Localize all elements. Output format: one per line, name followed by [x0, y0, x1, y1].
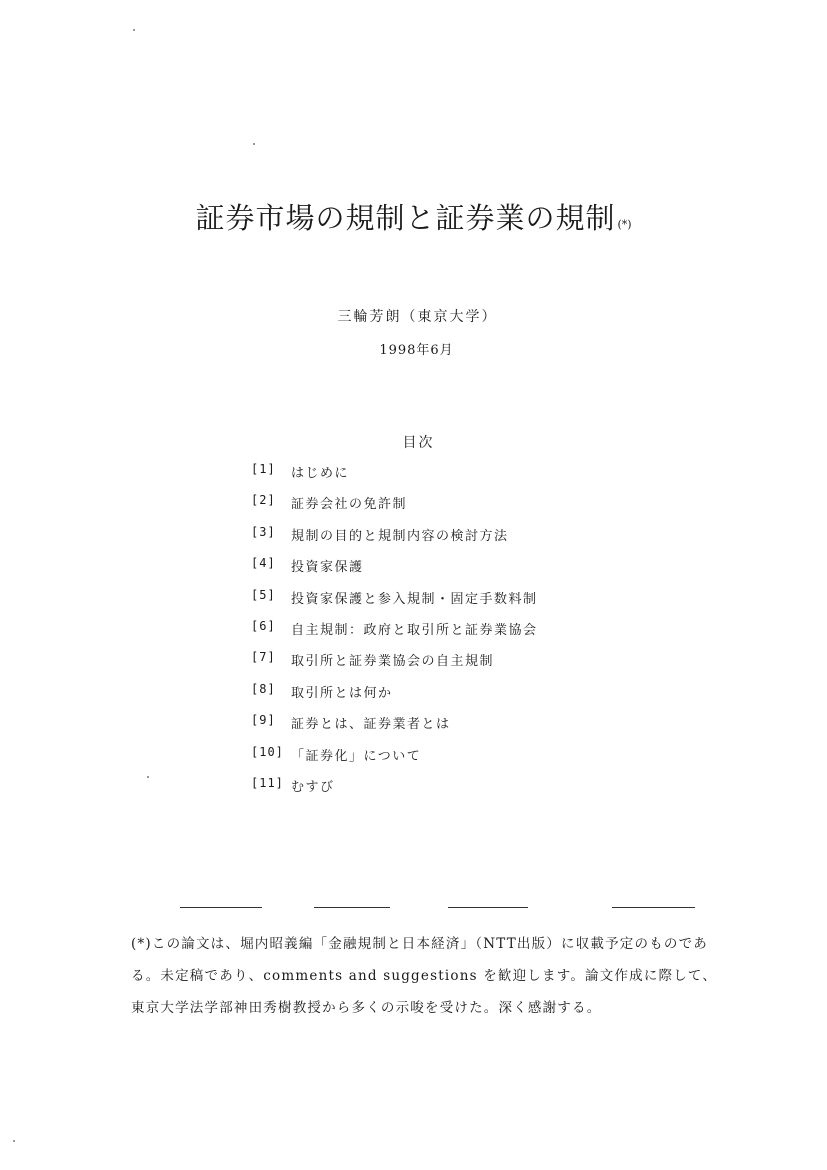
toc-item	[251, 650, 538, 681]
toc-item	[251, 588, 538, 619]
toc-item	[251, 462, 538, 493]
toc-item	[251, 493, 538, 524]
separator-segment	[448, 907, 528, 908]
separator-segment	[612, 907, 695, 908]
toc-item-title: 証券とは、証券業者とは	[291, 717, 451, 733]
toc-item-number: [11]	[251, 775, 284, 790]
title-text: 証券市場の規制と証券業の規制	[195, 201, 616, 235]
toc-item	[251, 713, 538, 744]
toc-item-number: [10]	[251, 744, 284, 759]
toc-item	[251, 556, 538, 587]
toc-item	[251, 525, 538, 556]
author-line: 三輪芳朗（東京大学）	[337, 309, 498, 325]
separator-segment	[314, 907, 390, 908]
toc-item-number: [9]	[251, 713, 276, 728]
toc-item-title: 取引所とは何か	[291, 685, 393, 701]
toc-item-number: [3]	[251, 524, 276, 539]
toc-item	[251, 682, 538, 713]
footnote-separator	[0, 907, 827, 911]
toc-item-title: 規制の目的と規制内容の検討方法	[291, 528, 509, 544]
toc-item-title: はじめに	[291, 466, 350, 481]
document-title	[0, 196, 827, 237]
separator-segment	[180, 907, 262, 908]
table-of-contents	[251, 462, 538, 807]
toc-item-title: 投資家保護	[291, 560, 364, 576]
scan-speck	[147, 776, 149, 778]
scan-speck	[253, 143, 255, 145]
toc-item-number: [6]	[251, 618, 276, 633]
toc-item-number: [4]	[251, 556, 276, 571]
toc-item	[251, 619, 538, 650]
date-line: 1998年6月	[379, 343, 454, 358]
toc-item-title: 証券会社の免許制	[291, 497, 408, 513]
toc-item-number: [2]	[251, 493, 276, 508]
toc-item	[251, 776, 538, 807]
toc-heading: 目次	[402, 435, 435, 451]
toc-item-title: 自主規制：政府と取引所と証券業協会	[291, 622, 538, 638]
scan-speck	[13, 1140, 15, 1142]
toc-item-title: 投資家保護と参入規制・固定手数料制	[291, 591, 538, 607]
toc-item-number: [1]	[251, 462, 276, 476]
toc-item-number: [5]	[251, 587, 276, 602]
toc-item-number: [7]	[251, 650, 276, 665]
toc-item-number: [8]	[251, 681, 276, 696]
scan-speck	[133, 29, 135, 31]
toc-item-title: 「証券化」について	[291, 748, 422, 764]
toc-item-title: 取引所と証券業協会の自主規制	[291, 654, 495, 670]
toc-item-title: むすび	[291, 779, 335, 795]
toc-item	[251, 745, 538, 776]
title-footnote-mark: (*)	[617, 218, 632, 231]
footnote: (*)この論文は、堀内昭義編「金融規制と日本経済」（NTT出版）に収載予定のものである。未定稿であり、comments and suggestions を歓迎します。論文作成に際して、東京大学法学部神田秀樹教授から多くの示唆を受けた。深く感謝する。	[131, 936, 718, 1016]
